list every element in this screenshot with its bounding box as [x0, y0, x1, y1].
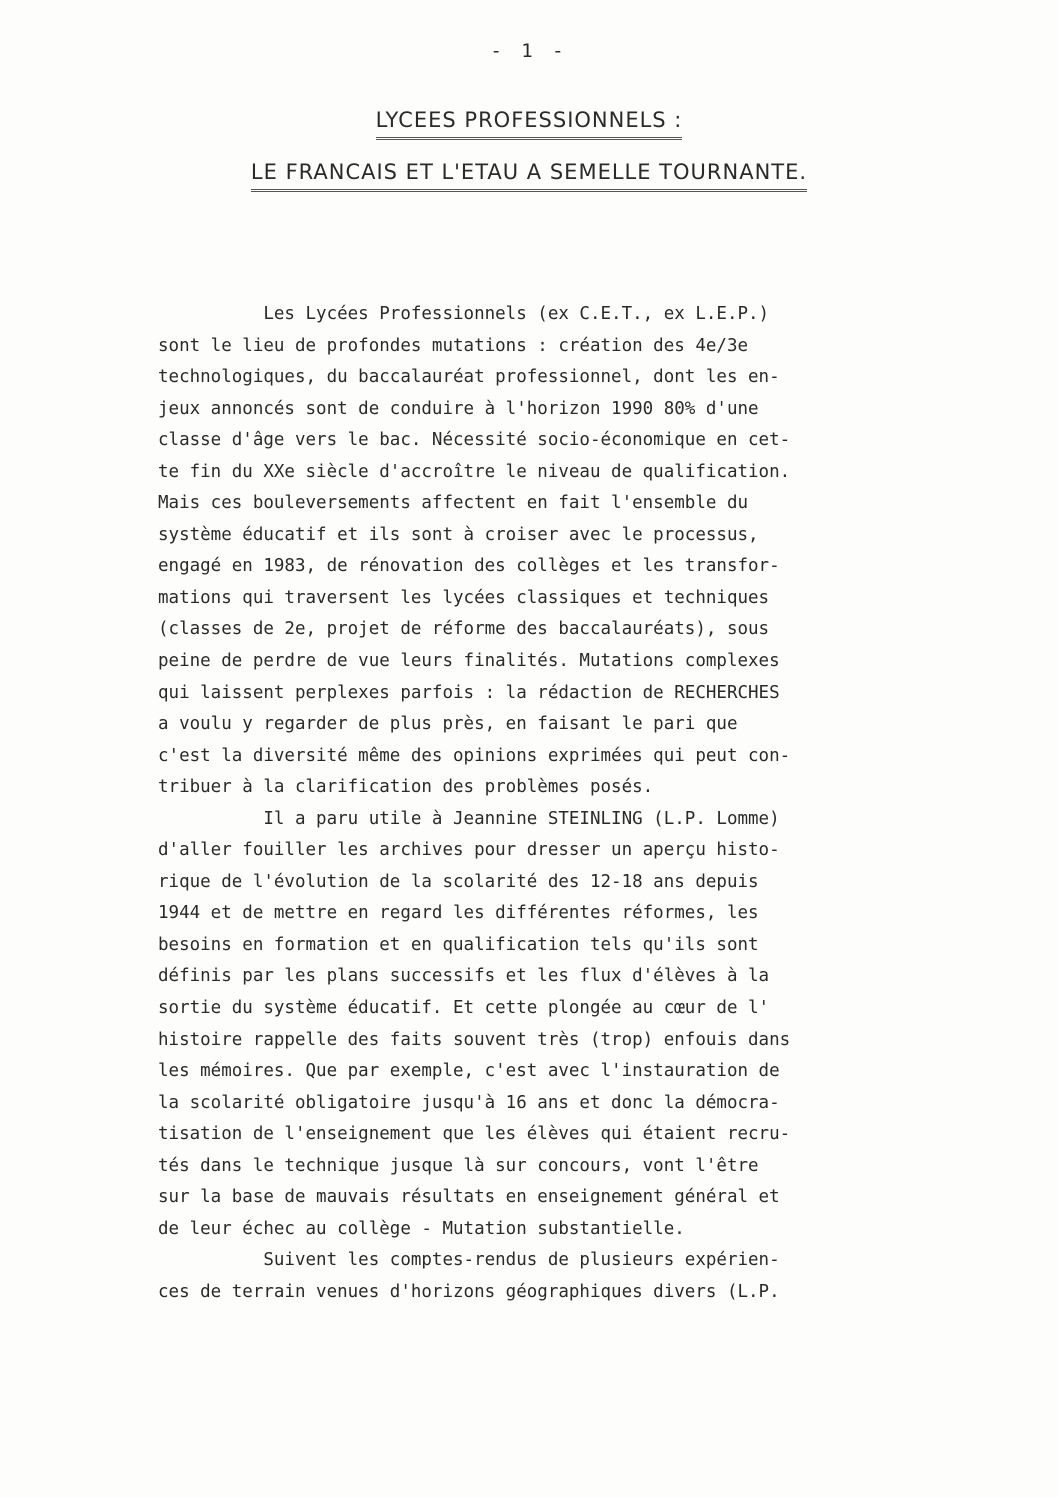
title-line-1: LYCEES PROFESSIONNELS : [0, 108, 1058, 140]
title-line-2: LE FRANCAIS ET L'ETAU A SEMELLE TOURNANTE. [0, 160, 1058, 192]
text-line: définis par les plans successifs et les flux d'élèves à la [158, 966, 770, 987]
text-line: peine de perdre de vue leurs finalités. Mutations complexes [158, 651, 780, 672]
text-line: Mais ces bouleversements affectent en fait l'ensemble du [158, 493, 749, 514]
text-line: la scolarité obligatoire jusqu'à 16 ans et donc la démocra- [158, 1092, 780, 1113]
text-line: les mémoires. Que par exemple, c'est avec l'instauration de [158, 1061, 780, 1082]
text-line: mations qui traversent les lycées classiques et techniques [158, 587, 770, 608]
text-line: système éducatif et ils sont à croiser avec le processus, [158, 524, 759, 545]
text-line: ces de terrain venues d'horizons géographiques divers (L.P. [158, 1281, 780, 1302]
text-line: c'est la diversité même des opinions exprimées qui peut con- [158, 745, 791, 766]
text-line: 1944 et de mettre en regard les différentes réformes, les [158, 903, 759, 924]
text-line: d'aller fouiller les archives pour dresser un aperçu histo- [158, 840, 780, 861]
text-line: tribuer à la clarification des problèmes posés. [158, 777, 654, 798]
text-line: sont le lieu de profondes mutations : création des 4e/3e [158, 335, 749, 356]
text-line: tés dans le technique jusque là sur concours, vont l'être [158, 1155, 759, 1176]
text-line: technologiques, du baccalauréat professionnel, dont les en- [158, 367, 780, 388]
text-line: sortie du système éducatif. Et cette plongée au cœur de l' [158, 998, 770, 1019]
text-line: qui laissent perplexes parfois : la rédaction de RECHERCHES [158, 682, 780, 703]
text-line: jeux annoncés sont de conduire à l'horizon 1990 80% d'une [158, 398, 759, 419]
text-line: besoins en formation et en qualification tels qu'ils sont [158, 934, 759, 955]
text-line: Suivent les comptes-rendus de plusieurs expérien- [158, 1250, 780, 1271]
text-line: rique de l'évolution de la scolarité des 12-18 ans depuis [158, 871, 759, 892]
text-line: de leur échec au collège - Mutation substantielle. [158, 1218, 685, 1239]
text-line: a voulu y regarder de plus près, en faisant le pari que [158, 714, 738, 735]
text-line: (classes de 2e, projet de réforme des baccalauréats), sous [158, 619, 770, 640]
text-line: engagé en 1983, de rénovation des collèges et les transfor- [158, 556, 780, 577]
text-line: te fin du XXe siècle d'accroître le niveau de qualification. [158, 461, 791, 482]
text-line: histoire rappelle des faits souvent très (trop) enfouis dans [158, 1029, 791, 1050]
text-line: Les Lycées Professionnels (ex C.E.T., ex L.E.P.) [158, 304, 770, 324]
text-line: classe d'âge vers le bac. Nécessité socio-économique en cet- [158, 430, 791, 451]
text-line: Il a paru utile à Jeannine STEINLING (L.P. Lomme) [158, 808, 780, 829]
text-line: tisation de l'enseignement que les élèves qui étaient recru- [158, 1124, 791, 1145]
body-text [158, 299, 918, 1309]
page-number: - 1 - [490, 40, 568, 62]
text-line: sur la base de mauvais résultats en enseignement général et [158, 1187, 780, 1208]
